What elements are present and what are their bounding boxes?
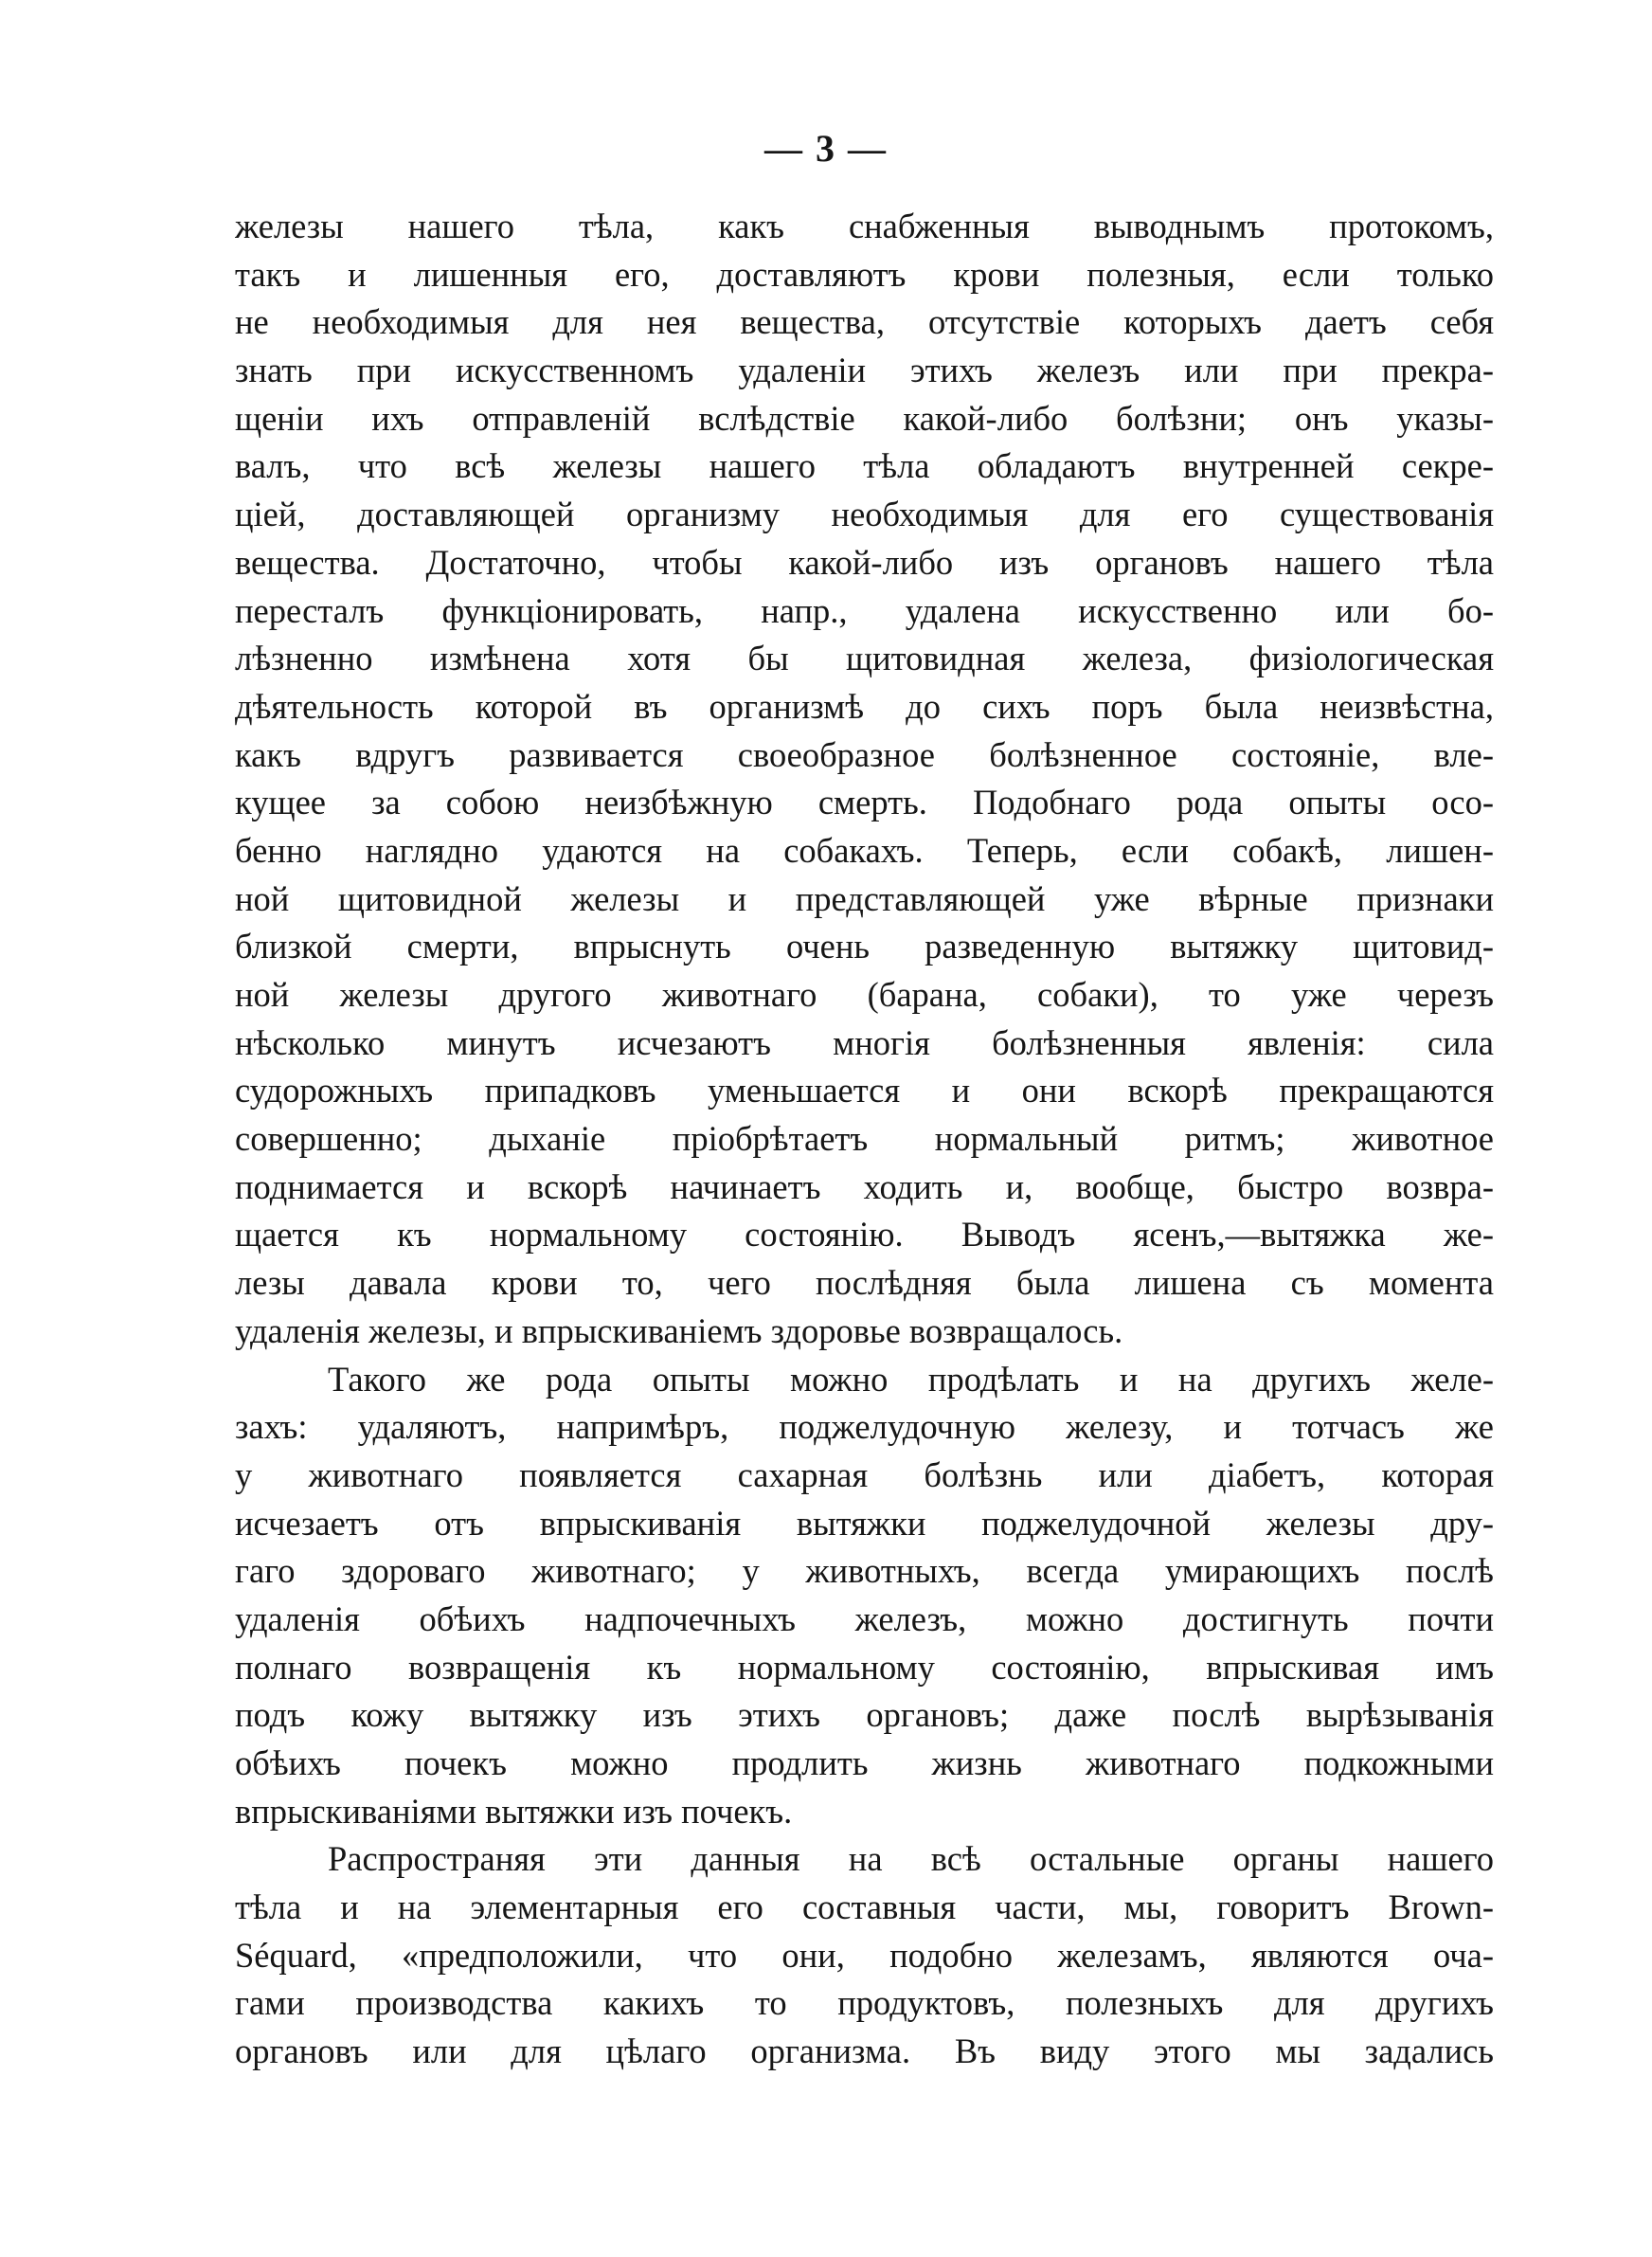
body-text [235,203,1494,2076]
text-line: подъ кожу вытяжку изъ этихъ органовъ; даже послѣ вырѣзыванія [235,1695,1494,1735]
text-line: органовъ или для цѣлаго организма. Въ виду этого мы задались [235,2031,1494,2071]
text-line: вещества. Достаточно, чтобы какой-либо изъ органовъ нашего тѣла [235,542,1494,582]
text-line: валъ, что всѣ железы нашего тѣла обладаютъ внутренней секре- [235,446,1494,486]
text-line: ной щитовидной железы и представляющей уже вѣрные признаки [235,878,1494,918]
text-line: гами производства какихъ то продуктовъ, полезныхъ для другихъ [235,1983,1494,2023]
text-line: не необходимыя для нея вещества, отсутствіе которыхъ даетъ себя [235,302,1494,342]
text-line: Распространяя эти данныя на всѣ остальные органы нашего [328,1839,1494,1879]
text-line: полнаго возвращенія къ нормальному состоянію, впрыскивая имъ [235,1647,1494,1687]
text-line: исчезаетъ отъ впрыскиванія вытяжки поджелудочной железы дру- [235,1503,1494,1543]
text-line: гаго здороваго животнаго; у животныхъ, всегда умирающихъ послѣ [235,1551,1494,1591]
text-line: Такого же рода опыты можно продѣлать и на другихъ желе- [328,1359,1494,1399]
text-line: ной железы другого животнаго (барана, собаки), то уже черезъ [235,975,1494,1014]
text-line: судорожныхъ припадковъ уменьшается и они вскорѣ прекращаются [235,1071,1494,1110]
page-number: — 3 — [764,127,888,170]
text-line: дѣятельность которой въ организмѣ до сихъ поръ была неизвѣстна, [235,686,1494,726]
text-line: нѣсколько минутъ исчезаютъ многія болѣзненныя явленія: сила [235,1022,1494,1062]
text-line: удаленія обѣихъ надпочечныхъ железъ, можно достигнуть почти [235,1598,1494,1638]
text-line: у животнаго появляется сахарная болѣзнь или діабетъ, которая [235,1454,1494,1494]
text-line: обѣихъ почекъ можно продлить жизнь животнаго подкожными [235,1743,1494,1782]
text-line: совершенно; дыханіе пріобрѣтаетъ нормальный ритмъ; животное [235,1119,1494,1159]
text-line: такъ и лишенныя его, доставляютъ крови полезныя, если только [235,254,1494,294]
text-line: захъ: удаляютъ, напримѣръ, поджелудочную железу, и тотчасъ же [235,1407,1494,1447]
text-line: ціей, доставляющей организму необходимыя для его существованія [235,495,1494,534]
text-line: лѣзненно измѣнена хотя бы щитовидная железа, физіологическая [235,639,1494,678]
text-line: железы нашего тѣла, какъ снабженныя выводнымъ протокомъ, [235,207,1494,245]
text-line: щеніи ихъ отправленій вслѣдствіе какой-либо болѣзни; онъ указы- [235,398,1494,438]
text-line: щается къ нормальному состоянію. Выводъ ясенъ,—вытяжка же- [235,1215,1494,1255]
text-line: лезы давала крови то, чего послѣдняя была лишена съ момента [235,1263,1494,1303]
text-line: пересталъ функціонировать, напр., удалена искусственно или бо- [235,590,1494,630]
text-line: поднимается и вскорѣ начинаетъ ходить и, вообще, быстро возвра- [235,1166,1494,1206]
text-line: удаленія железы, и впрыскиваніемъ здоровье возвращалось. [235,1310,1123,1350]
text-line: близкой смерти, впрыснуть очень разведенную вытяжку щитовид- [235,927,1494,966]
text-line: Séquard, «предположили, что они, подобно железамъ, являются оча- [235,1935,1494,1975]
text-line: бенно наглядно удаются на собакахъ. Теперь, если собакѣ, лишен- [235,830,1494,870]
text-line: тѣла и на элементарныя его составныя части, мы, говоритъ Brown- [235,1887,1494,1927]
text-line: впрыскиваніями вытяжки изъ почекъ. [235,1791,793,1831]
text-line: кущее за собою неизбѣжную смерть. Подобнаго рода опыты осо- [235,783,1494,822]
text-line: какъ вдругъ развивается своеобразное болѣзненное состояніе, вле- [235,734,1494,774]
text-line: знать при искусственномъ удаленіи этихъ железъ или при прекра- [235,351,1494,390]
